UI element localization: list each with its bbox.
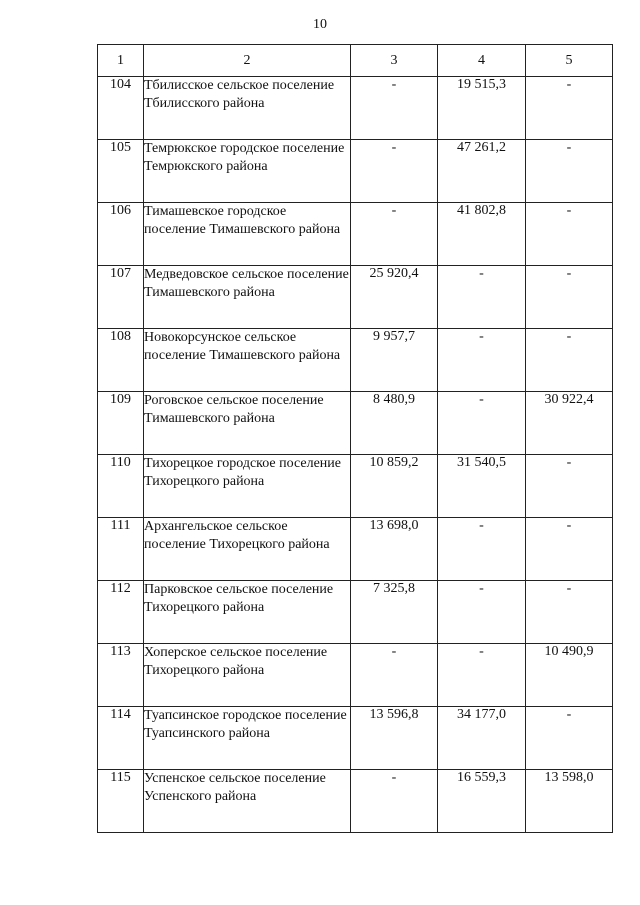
page-number: 10 bbox=[313, 17, 327, 32]
table-row bbox=[98, 266, 613, 329]
row-number-cell: 112 bbox=[98, 581, 144, 644]
table-row bbox=[98, 518, 613, 581]
settlement-name-cell: Темрюкское городское поселение Темрюкского района bbox=[144, 140, 351, 203]
settlement-name-cell: Архангельское сельское поселение Тихорецкого района bbox=[144, 518, 351, 581]
column-3-value-cell: - bbox=[351, 644, 438, 707]
column-3-value-cell: 8 480,9 bbox=[351, 392, 438, 455]
table-row bbox=[98, 329, 613, 392]
row-number-cell: 113 bbox=[98, 644, 144, 707]
row-number-cell: 115 bbox=[98, 770, 144, 833]
table-row bbox=[98, 140, 613, 203]
row-number-cell: 111 bbox=[98, 518, 144, 581]
column-5-value-cell: - bbox=[526, 266, 613, 329]
row-number-cell: 107 bbox=[98, 266, 144, 329]
column-header: 5 bbox=[526, 45, 613, 77]
column-header: 2 bbox=[144, 45, 351, 77]
column-header: 3 bbox=[351, 45, 438, 77]
column-3-value-cell: - bbox=[351, 770, 438, 833]
column-4-value-cell: - bbox=[438, 518, 526, 581]
settlement-name-cell: Тбилисское сельское поселение Тбилисского района bbox=[144, 77, 351, 140]
column-4-value-cell: 34 177,0 bbox=[438, 707, 526, 770]
row-number-cell: 104 bbox=[98, 77, 144, 140]
column-5-value-cell: - bbox=[526, 707, 613, 770]
column-4-value-cell: 41 802,8 bbox=[438, 203, 526, 266]
column-3-value-cell: - bbox=[351, 140, 438, 203]
table-row bbox=[98, 644, 613, 707]
settlement-name-cell: Тимашевское городское поселение Тимашевского района bbox=[144, 203, 351, 266]
column-5-value-cell: - bbox=[526, 203, 613, 266]
data-table bbox=[97, 44, 613, 833]
column-3-value-cell: - bbox=[351, 77, 438, 140]
column-5-value-cell: 13 598,0 bbox=[526, 770, 613, 833]
table-row bbox=[98, 455, 613, 518]
column-4-value-cell: 47 261,2 bbox=[438, 140, 526, 203]
column-4-value-cell: 31 540,5 bbox=[438, 455, 526, 518]
column-header: 1 bbox=[98, 45, 144, 77]
row-number-cell: 110 bbox=[98, 455, 144, 518]
row-number-cell: 106 bbox=[98, 203, 144, 266]
column-3-value-cell: - bbox=[351, 203, 438, 266]
column-header: 4 bbox=[438, 45, 526, 77]
column-3-value-cell: 9 957,7 bbox=[351, 329, 438, 392]
table-row bbox=[98, 707, 613, 770]
column-4-value-cell: - bbox=[438, 644, 526, 707]
column-4-value-cell: - bbox=[438, 392, 526, 455]
settlement-name-cell: Парковское сельское поселение Тихорецкого района bbox=[144, 581, 351, 644]
column-4-value-cell: - bbox=[438, 329, 526, 392]
column-3-value-cell: 25 920,4 bbox=[351, 266, 438, 329]
settlement-name-cell: Хоперское сельское поселение Тихорецкого района bbox=[144, 644, 351, 707]
table-row bbox=[98, 581, 613, 644]
row-number-cell: 108 bbox=[98, 329, 144, 392]
table-row bbox=[98, 770, 613, 833]
column-5-value-cell: - bbox=[526, 581, 613, 644]
column-4-value-cell: 16 559,3 bbox=[438, 770, 526, 833]
column-5-value-cell: - bbox=[526, 140, 613, 203]
settlement-name-cell: Тихорецкое городское поселение Тихорецкого района bbox=[144, 455, 351, 518]
settlement-name-cell: Новокорсунское сельское поселение Тимашевского района bbox=[144, 329, 351, 392]
table-row bbox=[98, 203, 613, 266]
column-4-value-cell: 19 515,3 bbox=[438, 77, 526, 140]
settlement-name-cell: Медведовское сельское поселение Тимашевского района bbox=[144, 266, 351, 329]
settlement-name-cell: Туапсинское городское поселение Туапсинского района bbox=[144, 707, 351, 770]
table-row bbox=[98, 392, 613, 455]
row-number-cell: 109 bbox=[98, 392, 144, 455]
column-5-value-cell: 10 490,9 bbox=[526, 644, 613, 707]
table-row bbox=[98, 77, 613, 140]
column-4-value-cell: - bbox=[438, 266, 526, 329]
column-3-value-cell: 10 859,2 bbox=[351, 455, 438, 518]
column-4-value-cell: - bbox=[438, 581, 526, 644]
settlement-name-cell: Успенское сельское поселение Успенского района bbox=[144, 770, 351, 833]
header-row bbox=[98, 45, 613, 77]
row-number-cell: 105 bbox=[98, 140, 144, 203]
column-3-value-cell: 13 698,0 bbox=[351, 518, 438, 581]
row-number-cell: 114 bbox=[98, 707, 144, 770]
column-5-value-cell: - bbox=[526, 329, 613, 392]
column-3-value-cell: 7 325,8 bbox=[351, 581, 438, 644]
column-3-value-cell: 13 596,8 bbox=[351, 707, 438, 770]
column-5-value-cell: 30 922,4 bbox=[526, 392, 613, 455]
settlement-name-cell: Роговское сельское поселение Тимашевского района bbox=[144, 392, 351, 455]
column-5-value-cell: - bbox=[526, 77, 613, 140]
column-5-value-cell: - bbox=[526, 518, 613, 581]
column-5-value-cell: - bbox=[526, 455, 613, 518]
